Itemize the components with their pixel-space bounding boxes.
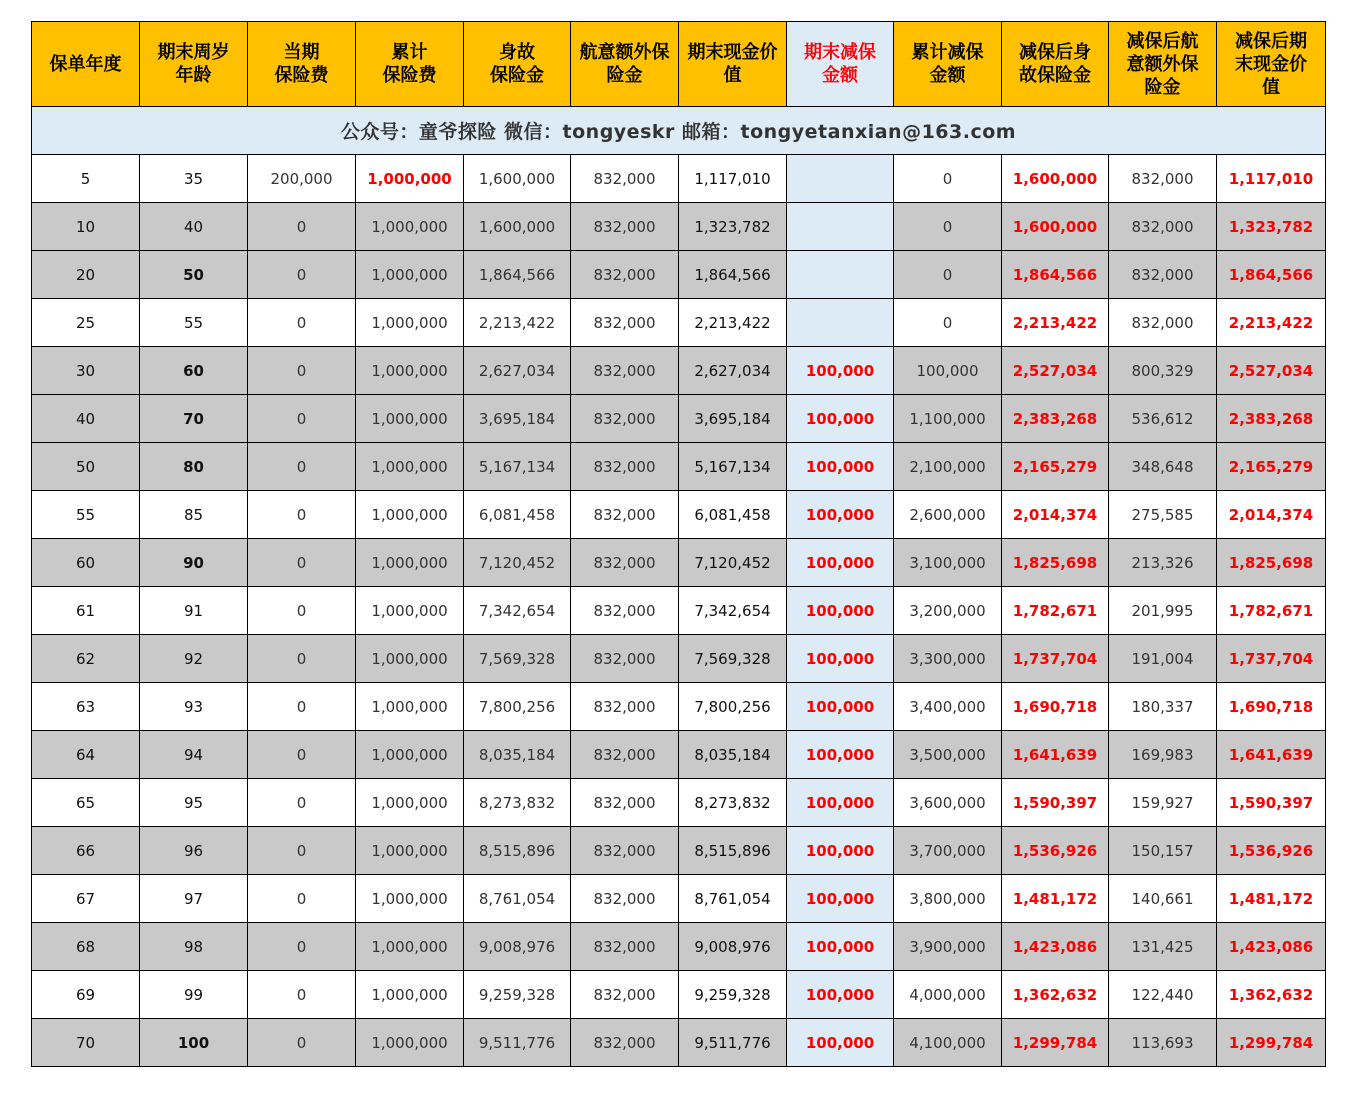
table-cell: 0 — [248, 923, 356, 971]
table-row — [32, 347, 1326, 395]
table-cell: 1,000,000 — [356, 827, 464, 875]
table-cell: 100,000 — [787, 491, 894, 539]
table-cell: 0 — [894, 155, 1002, 203]
table-cell: 25 — [32, 299, 140, 347]
table-cell: 1,690,718 — [1217, 683, 1326, 731]
table-cell: 96 — [140, 827, 248, 875]
column-header-5 — [464, 22, 571, 107]
table-cell: 9,511,776 — [679, 1019, 787, 1067]
table-cell: 2,014,374 — [1217, 491, 1326, 539]
table-cell: 1,423,086 — [1217, 923, 1326, 971]
table-cell: 91 — [140, 587, 248, 635]
table-cell: 70 — [32, 1019, 140, 1067]
table-cell: 1,536,926 — [1002, 827, 1109, 875]
table-cell: 50 — [140, 251, 248, 299]
table-cell: 60 — [140, 347, 248, 395]
column-header-8 — [787, 22, 894, 107]
table-cell: 1,323,782 — [679, 203, 787, 251]
column-header-line: 累计 — [391, 42, 428, 63]
table-cell: 7,342,654 — [464, 587, 571, 635]
table-cell: 1,117,010 — [679, 155, 787, 203]
table-cell: 3,100,000 — [894, 539, 1002, 587]
column-header-line: 值 — [723, 65, 742, 86]
table-cell: 2,014,374 — [1002, 491, 1109, 539]
table-cell: 1,825,698 — [1217, 539, 1326, 587]
table-cell: 832,000 — [571, 539, 679, 587]
table-cell: 20 — [32, 251, 140, 299]
table-cell: 1,000,000 — [356, 683, 464, 731]
table-row — [32, 731, 1326, 779]
table-cell: 2,383,268 — [1217, 395, 1326, 443]
table-cell: 1,641,639 — [1002, 731, 1109, 779]
table-cell: 832,000 — [571, 875, 679, 923]
table-cell: 55 — [32, 491, 140, 539]
table-cell: 4,100,000 — [894, 1019, 1002, 1067]
table-cell: 832,000 — [571, 491, 679, 539]
table-cell: 1,481,172 — [1217, 875, 1326, 923]
table-cell: 1,600,000 — [1002, 155, 1109, 203]
table-cell: 832,000 — [571, 923, 679, 971]
table-cell: 0 — [248, 443, 356, 491]
table-cell: 113,693 — [1109, 1019, 1217, 1067]
table-cell: 100,000 — [787, 635, 894, 683]
column-header-line: 保险金 — [490, 65, 544, 86]
table-cell: 85 — [140, 491, 248, 539]
table-cell: 3,900,000 — [894, 923, 1002, 971]
table-cell: 1,000,000 — [356, 491, 464, 539]
contact-banner: 公众号：童爷探险 微信：tongyeskr 邮箱：tongyetanxian@163.com — [32, 107, 1326, 155]
table-cell: 200,000 — [248, 155, 356, 203]
column-header-line: 故保险金 — [1019, 65, 1091, 86]
table-cell: 0 — [248, 683, 356, 731]
table-cell: 67 — [32, 875, 140, 923]
table-row — [32, 875, 1326, 923]
table-cell — [787, 155, 894, 203]
table-cell: 1,000,000 — [356, 731, 464, 779]
table-cell: 9,008,976 — [679, 923, 787, 971]
header-row — [32, 22, 1326, 107]
table-cell: 100,000 — [787, 347, 894, 395]
table-cell: 0 — [248, 587, 356, 635]
table-cell: 0 — [248, 395, 356, 443]
table-cell: 97 — [140, 875, 248, 923]
table-cell: 99 — [140, 971, 248, 1019]
table-cell: 832,000 — [571, 683, 679, 731]
table-cell: 832,000 — [571, 395, 679, 443]
column-header-line: 当期 — [283, 42, 320, 63]
table-cell: 1,323,782 — [1217, 203, 1326, 251]
table-row — [32, 203, 1326, 251]
table-cell: 832,000 — [1109, 299, 1217, 347]
column-header-line: 险金 — [606, 65, 643, 86]
table-cell: 100,000 — [787, 971, 894, 1019]
table-cell: 1,362,632 — [1002, 971, 1109, 1019]
column-header-10 — [1002, 22, 1109, 107]
column-header-6 — [571, 22, 679, 107]
table-cell: 832,000 — [571, 299, 679, 347]
table-body — [32, 107, 1326, 1067]
column-header-line: 金额 — [929, 65, 966, 86]
table-cell: 2,165,279 — [1002, 443, 1109, 491]
table-cell: 3,695,184 — [679, 395, 787, 443]
table-cell: 61 — [32, 587, 140, 635]
table-cell: 95 — [140, 779, 248, 827]
column-header-2 — [140, 22, 248, 107]
table-cell: 2,627,034 — [464, 347, 571, 395]
table-cell: 5 — [32, 155, 140, 203]
table-row — [32, 587, 1326, 635]
table-cell: 1,000,000 — [356, 299, 464, 347]
table-cell: 1,000,000 — [356, 923, 464, 971]
table-cell: 100,000 — [787, 395, 894, 443]
table-cell: 131,425 — [1109, 923, 1217, 971]
table-cell: 1,737,704 — [1217, 635, 1326, 683]
column-header-4 — [356, 22, 464, 107]
table-cell: 1,000,000 — [356, 971, 464, 1019]
table-cell: 80 — [140, 443, 248, 491]
table-cell: 1,481,172 — [1002, 875, 1109, 923]
column-header-line: 年龄 — [175, 65, 212, 86]
table-cell: 0 — [248, 539, 356, 587]
table-cell: 1,590,397 — [1002, 779, 1109, 827]
table-cell: 4,000,000 — [894, 971, 1002, 1019]
table-cell: 7,569,328 — [464, 635, 571, 683]
table-cell: 159,927 — [1109, 779, 1217, 827]
table-cell: 2,527,034 — [1002, 347, 1109, 395]
table-cell: 0 — [248, 971, 356, 1019]
table-cell: 100,000 — [787, 731, 894, 779]
table-cell: 7,800,256 — [464, 683, 571, 731]
table-cell: 0 — [894, 299, 1002, 347]
table-cell: 0 — [248, 203, 356, 251]
table-cell: 832,000 — [571, 1019, 679, 1067]
table-cell: 832,000 — [571, 347, 679, 395]
column-header-line: 保单年度 — [49, 53, 122, 75]
table-cell: 2,213,422 — [464, 299, 571, 347]
column-header-11 — [1109, 22, 1217, 107]
table-cell: 536,612 — [1109, 395, 1217, 443]
table-cell: 92 — [140, 635, 248, 683]
table-row — [32, 1019, 1326, 1067]
table-cell: 8,515,896 — [679, 827, 787, 875]
table-cell: 8,035,184 — [679, 731, 787, 779]
table-cell: 62 — [32, 635, 140, 683]
table-cell: 70 — [140, 395, 248, 443]
table-cell: 800,329 — [1109, 347, 1217, 395]
table-cell: 100,000 — [787, 443, 894, 491]
column-header-line: 险金 — [1144, 76, 1181, 98]
table-cell: 0 — [248, 1019, 356, 1067]
table-row — [32, 299, 1326, 347]
column-header-line: 期末减保 — [804, 42, 876, 63]
table-cell: 3,600,000 — [894, 779, 1002, 827]
table-cell: 100,000 — [787, 683, 894, 731]
table-cell: 7,120,452 — [464, 539, 571, 587]
table-cell: 64 — [32, 731, 140, 779]
table-cell: 94 — [140, 731, 248, 779]
table-cell: 122,440 — [1109, 971, 1217, 1019]
table-cell: 5,167,134 — [679, 443, 787, 491]
table-cell: 832,000 — [571, 779, 679, 827]
table-cell: 1,000,000 — [356, 635, 464, 683]
table-cell: 100,000 — [894, 347, 1002, 395]
table-cell: 1,117,010 — [1217, 155, 1326, 203]
table-cell: 9,259,328 — [464, 971, 571, 1019]
column-header-line: 保险费 — [382, 65, 437, 86]
table-cell: 0 — [248, 251, 356, 299]
table-cell: 1,600,000 — [1002, 203, 1109, 251]
table-cell: 2,213,422 — [1002, 299, 1109, 347]
table-cell: 9,259,328 — [679, 971, 787, 1019]
column-header-line: 减保后期 — [1235, 30, 1307, 52]
column-header-line: 期末周岁 — [157, 42, 230, 63]
table-cell: 180,337 — [1109, 683, 1217, 731]
table-cell: 832,000 — [571, 155, 679, 203]
table-cell: 2,527,034 — [1217, 347, 1326, 395]
table-cell: 1,590,397 — [1217, 779, 1326, 827]
table-cell: 832,000 — [571, 443, 679, 491]
table-cell: 348,648 — [1109, 443, 1217, 491]
table-cell: 832,000 — [571, 587, 679, 635]
table-cell: 1,299,784 — [1002, 1019, 1109, 1067]
table-row — [32, 539, 1326, 587]
table-cell: 40 — [140, 203, 248, 251]
table-row — [32, 779, 1326, 827]
table-cell: 9,008,976 — [464, 923, 571, 971]
banner-row — [32, 107, 1326, 155]
table-row — [32, 635, 1326, 683]
column-header-7 — [679, 22, 787, 107]
table-cell: 2,100,000 — [894, 443, 1002, 491]
table-cell: 100,000 — [787, 875, 894, 923]
column-header-line: 身故 — [499, 42, 535, 63]
table-cell: 8,273,832 — [464, 779, 571, 827]
table-cell: 7,800,256 — [679, 683, 787, 731]
table-cell: 1,000,000 — [356, 395, 464, 443]
table-cell: 100,000 — [787, 539, 894, 587]
column-header-line: 金额 — [822, 65, 858, 86]
table-cell: 10 — [32, 203, 140, 251]
table-cell: 2,600,000 — [894, 491, 1002, 539]
table-cell: 0 — [248, 827, 356, 875]
table-cell: 832,000 — [571, 251, 679, 299]
table-cell: 832,000 — [571, 635, 679, 683]
table-cell: 1,782,671 — [1002, 587, 1109, 635]
table-cell: 40 — [32, 395, 140, 443]
column-header-line: 减保后航 — [1126, 30, 1199, 52]
table-cell: 1,690,718 — [1002, 683, 1109, 731]
table-cell: 0 — [894, 251, 1002, 299]
table-cell: 1,864,566 — [1217, 251, 1326, 299]
column-header-line: 期末现金价 — [687, 42, 778, 63]
table-row — [32, 395, 1326, 443]
table-cell: 832,000 — [1109, 155, 1217, 203]
table-cell: 100,000 — [787, 827, 894, 875]
table-cell: 1,423,086 — [1002, 923, 1109, 971]
table-cell: 1,299,784 — [1217, 1019, 1326, 1067]
table-cell: 3,695,184 — [464, 395, 571, 443]
insurance-benefit-table — [31, 21, 1326, 1067]
table-cell: 275,585 — [1109, 491, 1217, 539]
table-cell: 63 — [32, 683, 140, 731]
table-cell: 8,273,832 — [679, 779, 787, 827]
table-cell: 8,035,184 — [464, 731, 571, 779]
table-cell: 0 — [248, 875, 356, 923]
table-row — [32, 491, 1326, 539]
table-cell: 0 — [248, 731, 356, 779]
column-header-1 — [32, 22, 140, 107]
table-cell: 6,081,458 — [679, 491, 787, 539]
table-cell: 8,761,054 — [679, 875, 787, 923]
table-cell: 1,100,000 — [894, 395, 1002, 443]
column-header-line: 累计减保 — [911, 42, 984, 63]
table-cell: 1,000,000 — [356, 875, 464, 923]
table-row — [32, 155, 1326, 203]
table-row — [32, 971, 1326, 1019]
table-cell — [787, 203, 894, 251]
table-cell: 832,000 — [571, 971, 679, 1019]
table-cell: 7,569,328 — [679, 635, 787, 683]
table-cell: 2,213,422 — [679, 299, 787, 347]
table-cell: 90 — [140, 539, 248, 587]
table-row — [32, 443, 1326, 491]
table-cell: 213,326 — [1109, 539, 1217, 587]
table-cell: 50 — [32, 443, 140, 491]
table-cell: 8,515,896 — [464, 827, 571, 875]
table-cell: 1,000,000 — [356, 347, 464, 395]
table-cell: 0 — [248, 347, 356, 395]
table-cell: 7,342,654 — [679, 587, 787, 635]
table-row — [32, 683, 1326, 731]
table-row — [32, 923, 1326, 971]
table-cell: 100 — [140, 1019, 248, 1067]
table-cell: 1,864,566 — [464, 251, 571, 299]
column-header-line: 减保后身 — [1019, 42, 1091, 63]
table-cell: 0 — [248, 491, 356, 539]
table-cell: 8,761,054 — [464, 875, 571, 923]
table-cell: 1,600,000 — [464, 203, 571, 251]
table-cell: 3,400,000 — [894, 683, 1002, 731]
table-cell: 60 — [32, 539, 140, 587]
table-row — [32, 251, 1326, 299]
column-header-line: 航意额外保 — [579, 42, 670, 63]
table-cell: 832,000 — [571, 827, 679, 875]
table-cell: 6,081,458 — [464, 491, 571, 539]
table-cell: 0 — [894, 203, 1002, 251]
table-cell: 1,864,566 — [679, 251, 787, 299]
table-cell: 832,000 — [571, 731, 679, 779]
table-cell: 191,004 — [1109, 635, 1217, 683]
table-cell: 98 — [140, 923, 248, 971]
table-cell: 1,362,632 — [1217, 971, 1326, 1019]
table-header — [32, 22, 1326, 107]
table-cell: 1,000,000 — [356, 1019, 464, 1067]
table-cell: 68 — [32, 923, 140, 971]
table-cell: 7,120,452 — [679, 539, 787, 587]
table-cell: 55 — [140, 299, 248, 347]
table-cell: 1,000,000 — [356, 587, 464, 635]
table-cell: 1,782,671 — [1217, 587, 1326, 635]
column-header-line: 意额外保 — [1126, 53, 1199, 75]
table-cell: 1,737,704 — [1002, 635, 1109, 683]
table-cell: 1,000,000 — [356, 443, 464, 491]
table-cell: 2,165,279 — [1217, 443, 1326, 491]
table-cell: 5,167,134 — [464, 443, 571, 491]
table-cell: 1,000,000 — [356, 779, 464, 827]
table-cell: 3,300,000 — [894, 635, 1002, 683]
table-cell: 2,627,034 — [679, 347, 787, 395]
column-header-line: 末现金价 — [1235, 53, 1307, 75]
table-cell: 3,700,000 — [894, 827, 1002, 875]
table-cell: 201,995 — [1109, 587, 1217, 635]
table-cell: 2,213,422 — [1217, 299, 1326, 347]
table-cell: 150,157 — [1109, 827, 1217, 875]
table-cell: 140,661 — [1109, 875, 1217, 923]
table-cell: 100,000 — [787, 587, 894, 635]
table-cell — [787, 251, 894, 299]
table-cell: 100,000 — [787, 1019, 894, 1067]
table-cell: 1,000,000 — [356, 155, 464, 203]
table-cell: 0 — [248, 299, 356, 347]
table-cell: 30 — [32, 347, 140, 395]
table-cell: 1,641,639 — [1217, 731, 1326, 779]
table-cell: 1,600,000 — [464, 155, 571, 203]
table-cell: 1,000,000 — [356, 203, 464, 251]
column-header-line: 保险费 — [274, 65, 329, 86]
table-row — [32, 827, 1326, 875]
table-cell: 66 — [32, 827, 140, 875]
table-cell: 3,500,000 — [894, 731, 1002, 779]
table-cell: 100,000 — [787, 923, 894, 971]
table-cell: 1,864,566 — [1002, 251, 1109, 299]
table-cell: 65 — [32, 779, 140, 827]
table-cell: 3,200,000 — [894, 587, 1002, 635]
table-cell: 35 — [140, 155, 248, 203]
table-cell: 0 — [248, 635, 356, 683]
table-cell: 9,511,776 — [464, 1019, 571, 1067]
table-cell: 832,000 — [1109, 251, 1217, 299]
table-cell: 1,000,000 — [356, 539, 464, 587]
table-cell: 1,825,698 — [1002, 539, 1109, 587]
table-cell — [787, 299, 894, 347]
table-cell: 100,000 — [787, 779, 894, 827]
column-header-3 — [248, 22, 356, 107]
table-cell: 93 — [140, 683, 248, 731]
table-cell: 1,536,926 — [1217, 827, 1326, 875]
table-cell: 2,383,268 — [1002, 395, 1109, 443]
column-header-12 — [1217, 22, 1326, 107]
table-cell: 69 — [32, 971, 140, 1019]
column-header-line: 值 — [1262, 76, 1280, 98]
table-cell: 0 — [248, 779, 356, 827]
table-cell: 169,983 — [1109, 731, 1217, 779]
table-cell: 832,000 — [571, 203, 679, 251]
table-cell: 832,000 — [1109, 203, 1217, 251]
table-cell: 3,800,000 — [894, 875, 1002, 923]
table-cell: 1,000,000 — [356, 251, 464, 299]
column-header-9 — [894, 22, 1002, 107]
